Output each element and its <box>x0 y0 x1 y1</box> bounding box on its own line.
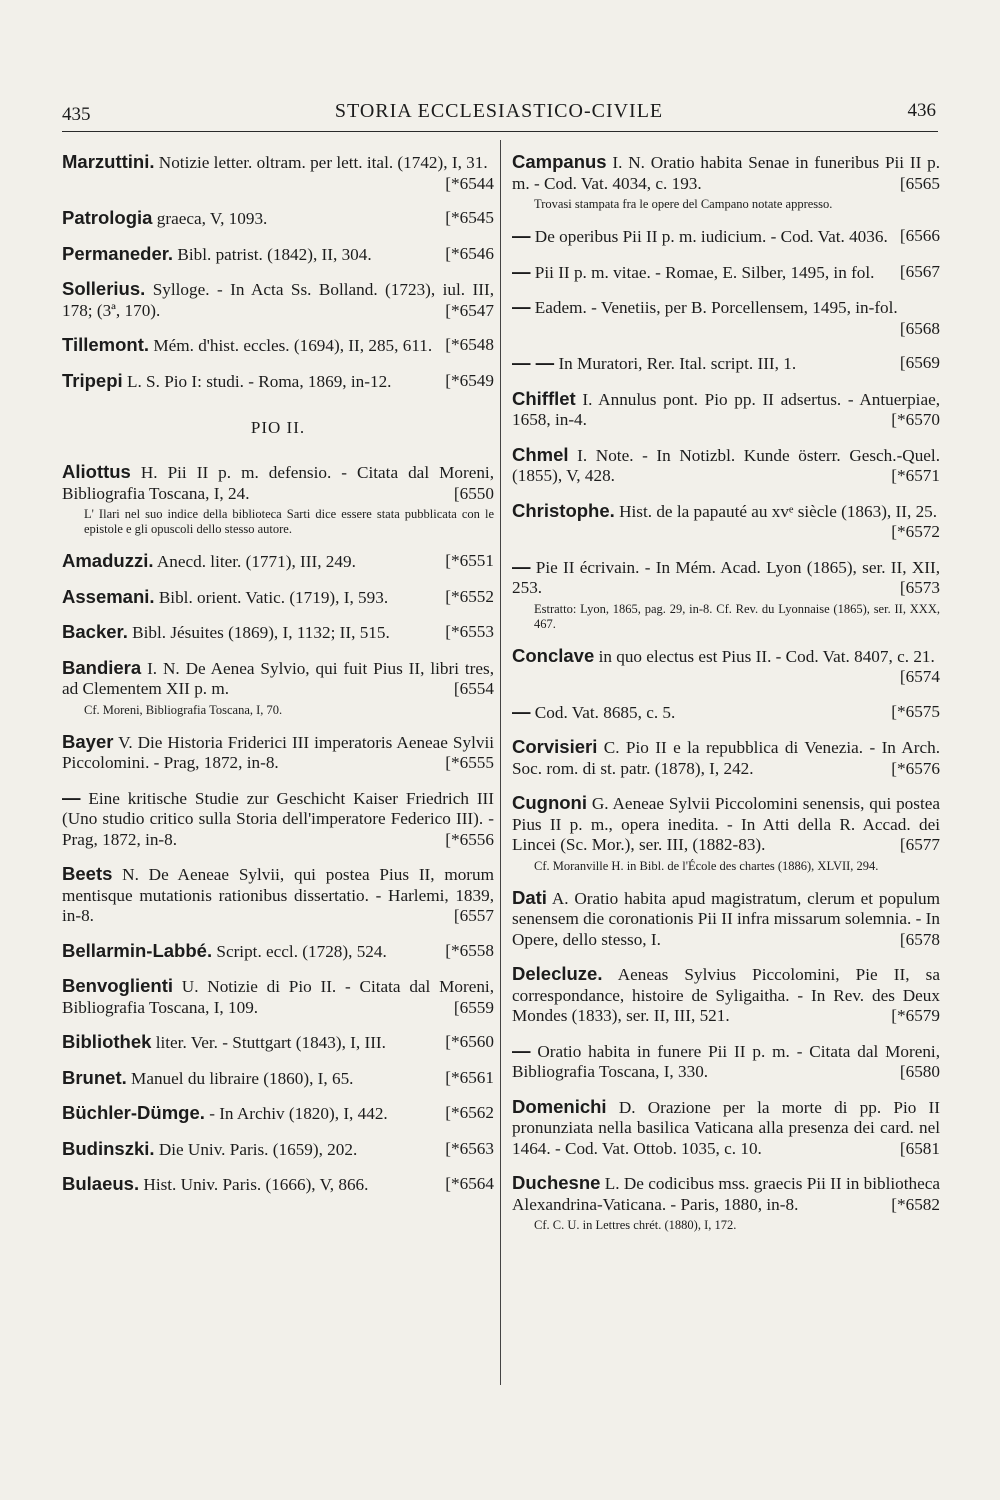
entry-number: [*6579 <box>891 1006 940 1025</box>
entry-text: Cod. Vat. 8685, c. 5. <box>534 702 676 722</box>
entry-number: [6581 <box>899 1138 940 1158</box>
entry-text: Pie II écrivain. - In Mém. Acad. Lyon (1865), ser. II, XII, 253. <box>512 557 940 597</box>
entry-author: Chmel <box>512 443 569 465</box>
entry-author: — <box>62 786 81 808</box>
bibliography-entry <box>62 1139 494 1161</box>
entry-note: Cf. C. U. in Lettres chrét. (1880), I, 172. <box>534 1218 737 1232</box>
entry-number: [*6570 <box>891 410 940 429</box>
entry-author: Büchler-Dümge. <box>62 1102 205 1123</box>
entry-author: Corvisieri <box>512 736 598 757</box>
entry-author: Backer. <box>62 621 128 642</box>
bibliography-entry <box>512 297 940 339</box>
entry-number: [6550 <box>453 483 494 503</box>
bibliography-entry <box>62 976 494 1018</box>
bibliography-entry <box>512 501 940 543</box>
entry-number: [*6563 <box>445 1138 494 1158</box>
entry-author: Dati <box>512 886 547 908</box>
bibliography-entry <box>62 732 494 774</box>
entry-text: De operibus Pii II p. m. iudicium. - Cod. Vat. 4036. <box>534 227 888 246</box>
entry-author: Bibliothek <box>62 1031 152 1052</box>
entry-text: Pii II p. m. vitae. - Romae, E. Silber, 1495, in fol. <box>534 262 875 282</box>
entry-author: — <box>512 260 531 282</box>
entry-text: A. Oratio habita apud magistratum, clerum et populum senensem die coronationis Pii II infra missarum solemnia. - In Opere, dello stesso, I. <box>512 888 940 949</box>
bibliography-entry <box>512 1041 940 1083</box>
entry-note: Trovasi stampata fra le opere del Campano notate appresso. <box>534 197 833 211</box>
entry-author: Marzuttini. <box>62 152 155 172</box>
entry-number: [6580 <box>899 1062 940 1081</box>
entry-number: [6567 <box>899 261 940 281</box>
bibliography-entry <box>512 702 940 724</box>
bibliography-entry <box>512 646 940 688</box>
entry-text: Die Univ. Paris. (1659), 202. <box>158 1139 358 1159</box>
entry-number: [*6575 <box>891 701 940 721</box>
entry-text: Bibl. orient. Vatic. (1719), I, 593. <box>158 587 389 607</box>
entry-note: Cf. Moranville H. in Bibl. de l'École des chartes (1886), XLVII, 294. <box>534 858 879 873</box>
bibliography-entry <box>62 1032 494 1054</box>
entry-author: Assemani. <box>62 585 155 607</box>
bibliography-entry <box>62 208 494 230</box>
entry-number: [6566 <box>899 226 940 245</box>
entry-text: Eadem. - Venetiis, per B. Porcellensem, 1495, in-fol. <box>534 298 898 317</box>
entry-author: Cugnoni <box>512 792 588 813</box>
entry-number: [6569 <box>899 353 940 372</box>
entry-author: Delecluze. <box>512 963 603 984</box>
entry-text: L. S. Pio I: studi. - Roma, 1869, in-12. <box>126 371 392 391</box>
bibliography-entry <box>512 793 940 874</box>
entry-note: Cf. Moreni, Bibliografia Toscana, I, 70. <box>84 702 283 717</box>
entry-number: [*6547 <box>445 300 494 320</box>
entry-text: Anecd. liter. (1771), III, 249. <box>156 552 356 571</box>
entry-number: [*6552 <box>445 586 494 606</box>
bibliography-entry <box>62 335 494 357</box>
entry-number: [*6546 <box>445 243 494 263</box>
entry-number: [6557 <box>453 906 494 925</box>
entry-text: Notizie letter. oltram. per lett. ital. (1742), I, 31. <box>158 153 488 172</box>
page-number-right: 436 <box>907 100 936 121</box>
bibliography-entry <box>512 888 940 951</box>
entry-number: [*6551 <box>445 551 494 570</box>
entry-text: Sylloge. - In Acta Ss. Bolland. (1723), iul. III, 178; (3ª, 170). <box>62 280 494 320</box>
entry-number: [*6553 <box>445 622 494 641</box>
bibliography-entry <box>62 622 494 644</box>
entry-note: Estratto: Lyon, 1865, pag. 29, in-8. Cf. Rev. du Lyonnaise (1865), ser. II, XXX, 467. <box>534 601 940 631</box>
bibliography-entry <box>62 1068 494 1090</box>
bibliography-entry <box>62 244 494 266</box>
entry-number: [6574 <box>899 667 940 686</box>
left-column <box>62 152 494 1470</box>
column-divider <box>500 140 501 1385</box>
entry-author: Chifflet <box>512 387 576 409</box>
entry-author: Tripepi <box>62 369 123 391</box>
entry-author: Bellarmin-Labbé. <box>62 939 213 961</box>
entry-text: I. Note. - In Notizbl. Kunde österr. Gesch.-Quel. (1855), V, 428. <box>512 445 940 485</box>
bibliography-entry <box>512 445 940 487</box>
left-entries-before <box>62 152 494 392</box>
bibliography-entry <box>512 557 940 632</box>
entry-number: [6578 <box>899 929 940 949</box>
entry-author: Sollerius. <box>62 278 146 299</box>
bibliography-entry <box>512 389 940 431</box>
entry-text: Hist. Univ. Paris. (1666), V, 866. <box>143 1175 369 1194</box>
entry-author: Aliottus <box>62 461 131 482</box>
entry-author: Bayer <box>62 730 114 752</box>
right-entries <box>512 152 940 1233</box>
bibliography-entry <box>62 462 494 537</box>
entry-author: Tillemont. <box>62 334 150 355</box>
entry-number: [6568 <box>899 318 940 338</box>
bibliography-entry <box>512 152 940 212</box>
entry-text: In Muratori, Rer. Ital. script. III, 1. <box>558 354 797 373</box>
entry-text: I. Annulus pont. Pio pp. II adsertus. - Antuerpiae, 1658, in-4. <box>512 389 940 429</box>
bibliography-entry <box>512 964 940 1027</box>
bibliography-entry <box>62 941 494 963</box>
bibliography-entry <box>512 1173 940 1233</box>
entry-author: — <box>512 296 531 317</box>
bibliography-entry <box>62 788 494 851</box>
entry-number: [*6572 <box>891 522 940 541</box>
entry-author: — — <box>512 352 555 373</box>
entry-number: [*6544 <box>445 173 494 193</box>
entry-text: Aeneas Sylvius Piccolomini, Pie II, sa correspondance, histoire de Syligaitha. - In Rev. des Deux Mondes (1833), ser. II, III, 521. <box>512 965 940 1025</box>
entry-author: Domenichi <box>512 1095 607 1117</box>
entry-number: [*6562 <box>445 1103 494 1122</box>
entry-text: Mém. d'hist. eccles. (1694), II, 285, 611. <box>153 336 433 355</box>
entry-number: [*6582 <box>891 1194 940 1214</box>
entry-text: graeca, V, 1093. <box>156 209 268 228</box>
entry-text: N. De Aeneae Sylvii, qui postea Pius II, morum mentisque mutationis rationibus dissertatio. - Harlemi, 1839, in-8. <box>62 865 494 925</box>
entry-author: Campanus <box>512 152 607 172</box>
entry-text: Manuel du libraire (1860), I, 65. <box>131 1068 354 1088</box>
entry-author: Beets <box>62 863 113 884</box>
entry-author: Duchesne <box>512 1172 601 1193</box>
bibliography-entry <box>62 1174 494 1196</box>
bibliography-entry <box>512 353 940 375</box>
entry-number: [*6558 <box>445 940 494 960</box>
entry-text: I. N. De Aenea Sylvio, qui fuit Pius II, libri tres, ad Clementem XII p. m. <box>62 658 494 698</box>
bibliography-entry <box>62 551 494 573</box>
entry-text: - In Archiv (1820), I, 442. <box>209 1104 388 1123</box>
entry-text: H. Pii II p. m. defensio. - Citata dal Moreni, Bibliografia Toscana, I, 24. <box>62 463 494 503</box>
entry-text: Oratio habita in funere Pii II p. m. - Citata dal Moreni, Bibliografia Toscana, I, 330. <box>512 1041 940 1081</box>
entry-number: [6559 <box>453 997 494 1017</box>
entry-text: liter. Ver. - Stuttgart (1843), I, III. <box>155 1033 386 1052</box>
entry-author: Bandiera <box>62 656 142 678</box>
entry-number: [*6545 <box>445 208 494 227</box>
entry-text: Bibl. patrist. (1842), II, 304. <box>177 244 372 264</box>
entry-number: [*6561 <box>445 1067 494 1087</box>
section-title: PIO II. <box>250 418 306 437</box>
entry-text: Hist. de la papauté au xvᵉ siècle (1863), II, 25. <box>619 501 938 521</box>
entry-text: Bibl. Jésuites (1869), I, 1132; II, 515. <box>132 623 390 642</box>
entry-number: [6573 <box>899 578 940 597</box>
entry-number: [*6555 <box>445 753 494 772</box>
entry-text: Script. eccl. (1728), 524. <box>216 941 387 961</box>
entry-number: [*6548 <box>445 335 494 354</box>
entry-author: — <box>512 225 531 246</box>
entry-author: Amaduzzi. <box>62 550 154 571</box>
entry-text: I. N. Oratio habita Senae in funeribus Pii II p. m. - Cod. Vat. 4034, c. 193. <box>512 153 940 193</box>
entry-text: in quo electus est Pius II. - Cod. Vat. 8407, c. 21. <box>598 646 935 666</box>
entry-author: Brunet. <box>62 1066 127 1088</box>
entry-number: [*6560 <box>445 1032 494 1051</box>
entry-text: C. Pio II e la repubblica di Venezia. - In Arch. Soc. rom. di st. patr. (1878), I, 242. <box>512 738 940 778</box>
entry-note: L' Ilari nel suo indice della biblioteca Sarti dice essere stata pubblicata con le epistole e gli opuscoli dello stesso autore. <box>84 507 494 536</box>
entry-number: [6554 <box>453 679 494 698</box>
page-header <box>62 98 936 130</box>
entry-number: [*6549 <box>445 370 494 390</box>
entry-text: D. Orazione per la morte di pp. Pio II pronunziata nella basilica Vaticana alla presenza dei card. nel 1464. - Cod. Vat. Ottob. 1035, c. 10. <box>512 1097 940 1158</box>
bibliography-entry <box>512 1097 940 1160</box>
right-column <box>512 152 940 1470</box>
entry-number: [*6571 <box>891 466 940 485</box>
running-title: STORIA ECCLESIASTICO-CIVILE <box>334 100 664 122</box>
entry-author: Budinszki. <box>62 1137 155 1159</box>
bibliography-entry <box>512 226 940 248</box>
entry-author: Christophe. <box>512 499 615 521</box>
entry-author: — <box>512 1039 531 1061</box>
entry-author: Permaneder. <box>62 242 174 264</box>
entry-author: Patrologia <box>62 207 153 228</box>
header-rule <box>62 131 938 132</box>
entry-text: U. Notizie di Pio II. - Citata dal Moreni, Bibliografia Toscana, I, 109. <box>62 977 494 1017</box>
entry-text: G. Aeneae Sylvii Piccolomini senensis, qui postea Pius II p. m., opera inedita. - In Atti della R. Accad. dei Lincei (Sc. Mor.), ser. III, (1882-83). <box>512 794 940 854</box>
entry-number: [*6556 <box>445 829 494 849</box>
page-number-left: 435 <box>62 104 91 125</box>
bibliography-entry <box>62 371 494 393</box>
entry-author: — <box>512 555 531 577</box>
entry-author: Benvoglienti <box>62 975 174 996</box>
entry-number: [*6564 <box>445 1174 494 1193</box>
bibliography-entry <box>512 262 940 284</box>
entry-text: Eine kritische Studie zur Geschicht Kaiser Friedrich III (Uno studio critico sulla Storia dell'imperatore Federico III). - Prag, 1872, in-8. <box>62 788 494 849</box>
entry-text: V. Die Historia Friderici III imperatoris Aeneae Sylvii Piccolomini. - Prag, 1872, in-8. <box>62 732 494 772</box>
entry-number: [6577 <box>899 835 940 854</box>
entry-text: L. De codicibus mss. graecis Pii II in bibliotheca Alexandrina-Vaticana. - Paris, 1880, in-8. <box>512 1174 940 1214</box>
entry-number: [6565 <box>899 173 940 193</box>
bibliography-entry <box>62 864 494 927</box>
left-entries-after <box>62 462 494 1196</box>
entry-number: [*6576 <box>891 758 940 778</box>
bibliography-entry <box>62 152 494 194</box>
entry-author: — <box>512 700 531 722</box>
bibliography-entry <box>62 279 494 321</box>
bibliography-entry <box>62 587 494 609</box>
bibliography-entry <box>62 658 494 718</box>
entry-author: Bulaeus. <box>62 1173 140 1194</box>
bibliography-entry <box>512 737 940 779</box>
bibliography-entry <box>62 1103 494 1125</box>
entry-author: Conclave <box>512 644 595 666</box>
